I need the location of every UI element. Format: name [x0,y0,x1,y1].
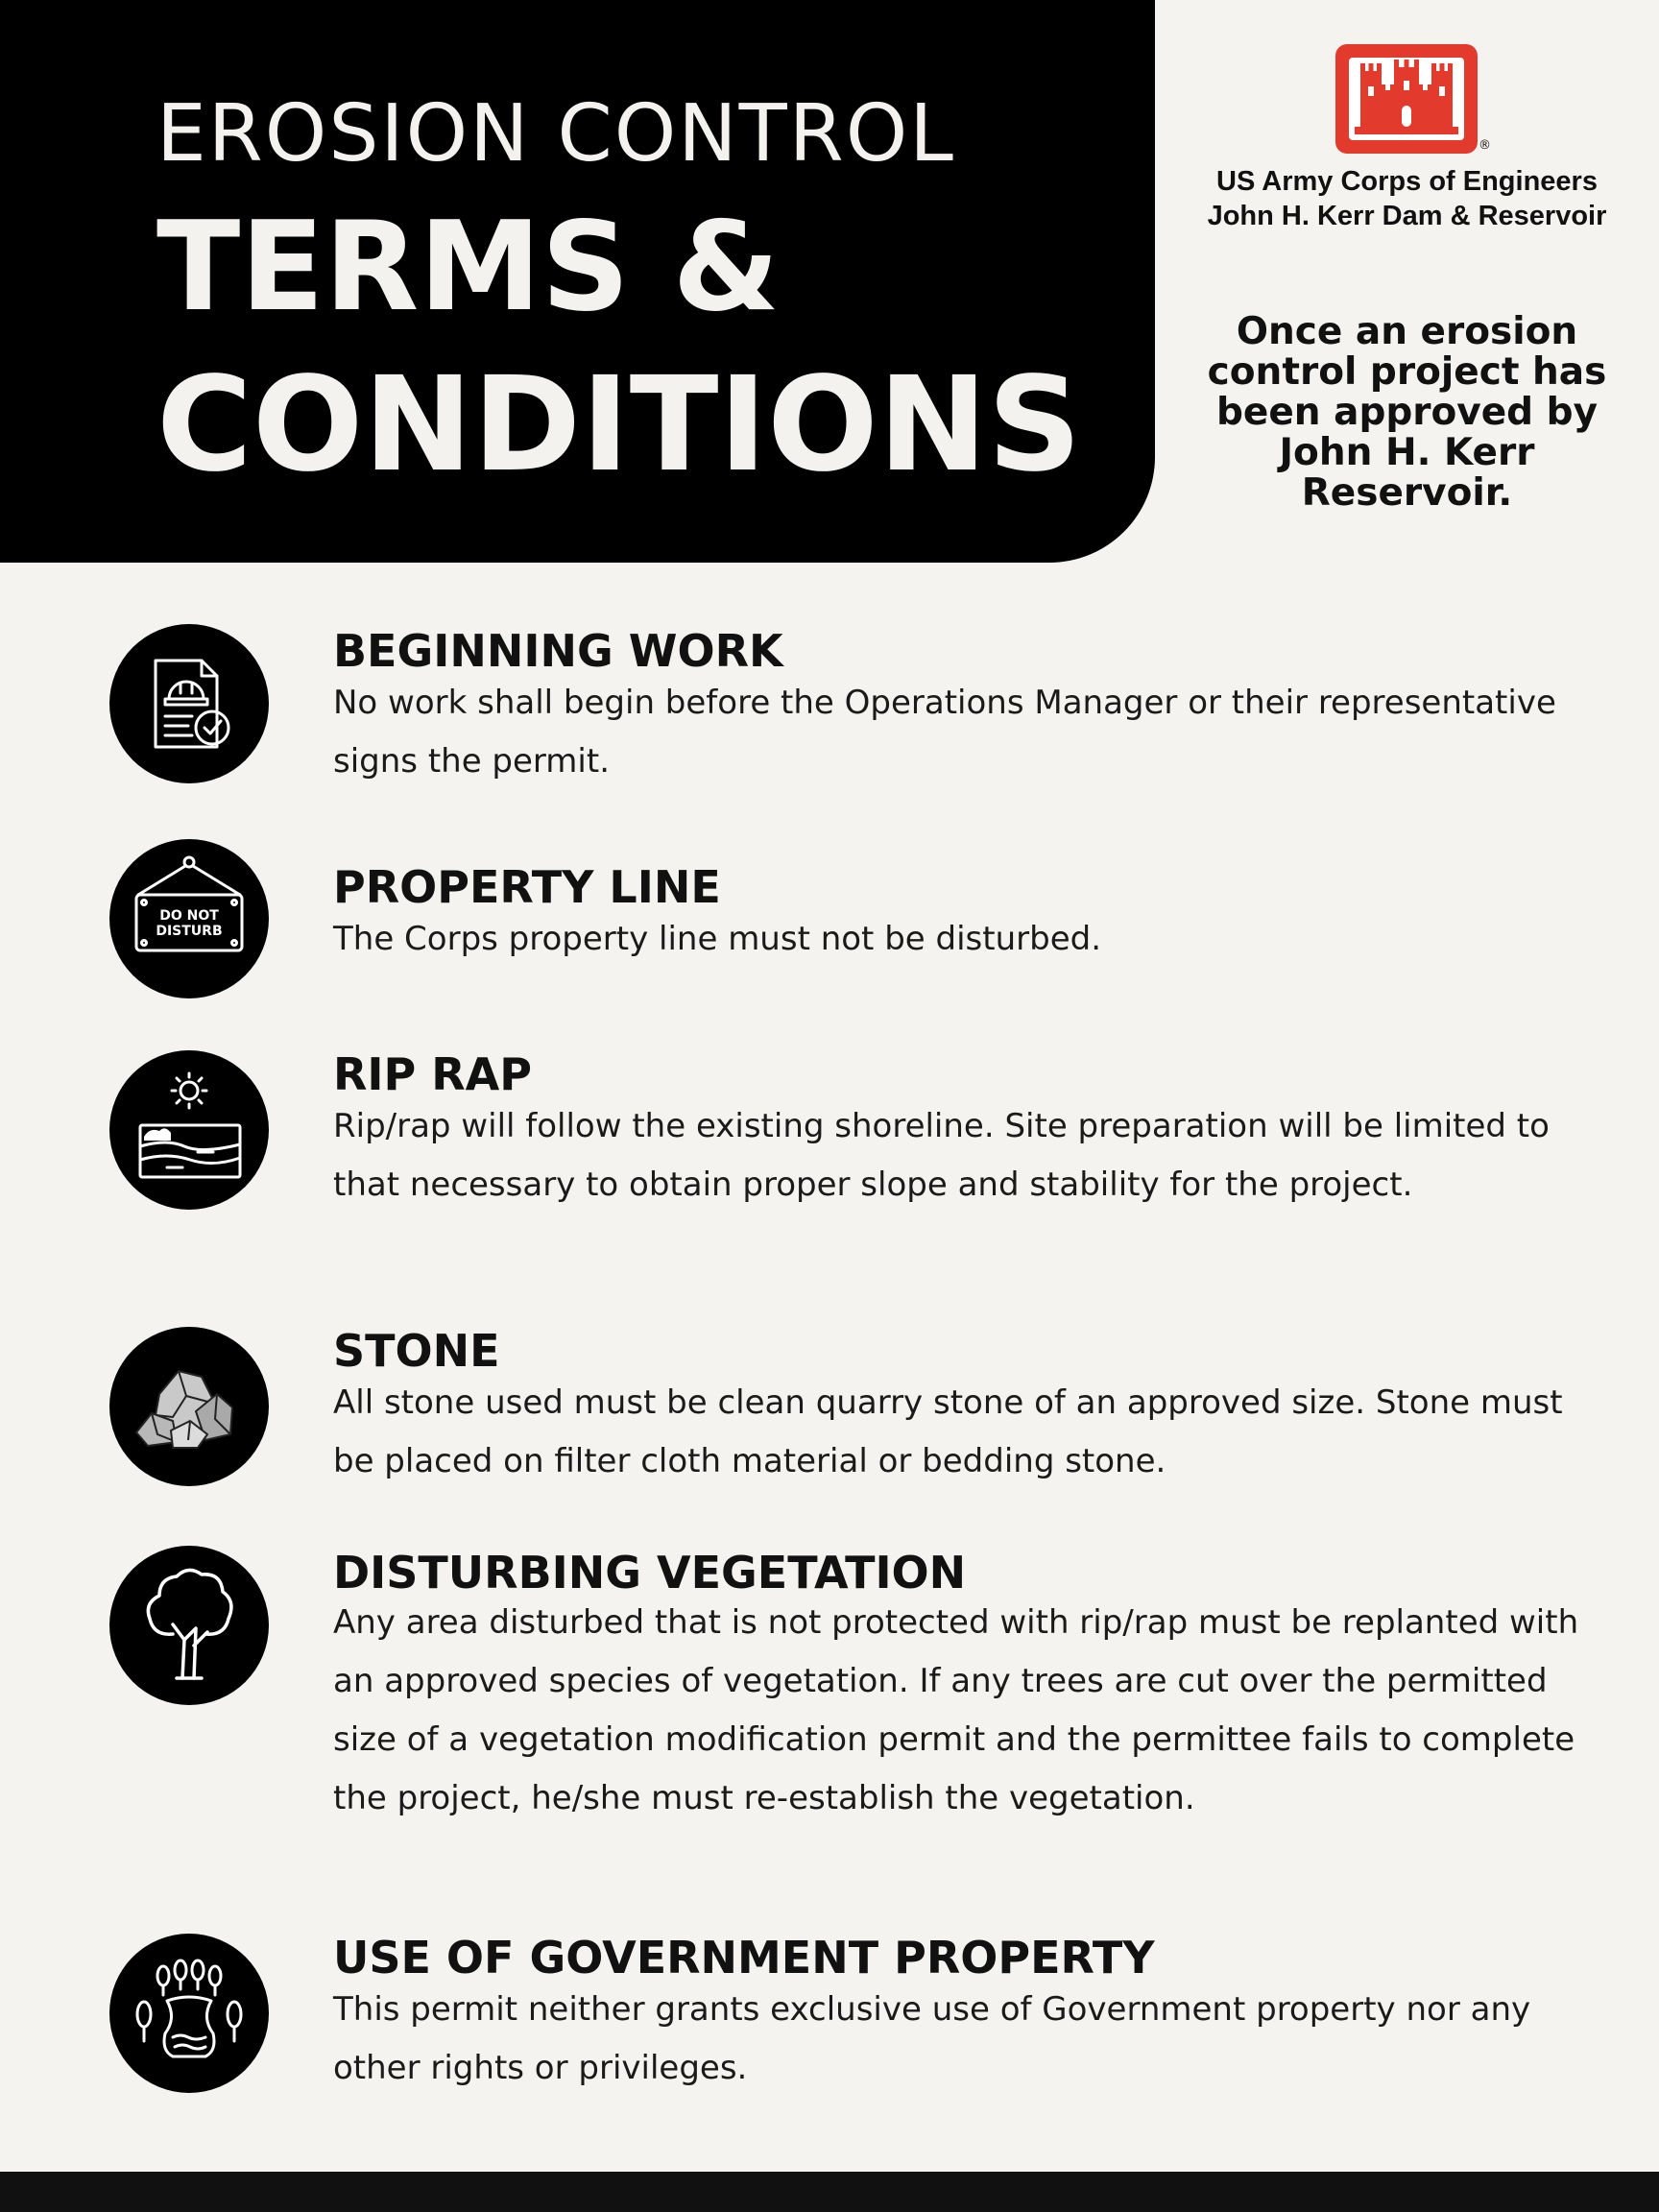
sign-text-line-1: DO NOT [159,908,219,924]
stones-icon [109,1327,269,1486]
document-check-icon [109,624,269,783]
term-title: BEGINNING WORK [333,625,783,677]
sign-text-line-2: DISTURB [156,924,223,939]
registered-mark: ® [1479,138,1491,153]
land-trees-icon [109,1934,269,2093]
term-title: STONE [333,1325,500,1377]
header-block [0,0,1155,563]
intro-statement: Once an erosion control project has been approved by John H. Kerr Reservoir. [1207,310,1607,515]
term-icon-circle [109,1546,269,1705]
shoreline-icon [109,1050,269,1210]
term-body: This permit neither grants exclusive use of Government property nor any other rights or privileges. [333,1990,1531,2087]
usace-logo [1335,44,1478,154]
term-icon-circle [109,839,269,998]
term-title: RIP RAP [333,1048,532,1100]
term-title: USE OF GOVERNMENT PROPERTY [333,1932,1155,1984]
term-body: The Corps property line must not be disturbed. [333,920,1101,958]
term-body: No work shall begin before the Operations Manager or their representative signs the permit. [333,684,1556,781]
term-body: Any area disturbed that is not protected with rip/rap must be replanted with an approved species of vegetation. If any trees are cut over the permitted size of a vegetation modification permit and the permittee fails to complete the project, he/she must re-establish the vegetation. [333,1603,1579,1817]
term-title: DISTURBING VEGETATION [333,1547,967,1599]
tree-icon [109,1546,269,1705]
do-not-disturb-sign-icon [109,839,269,998]
footer-bar [0,2172,1659,2212]
term-body: Rip/rap will follow the existing shoreline. Site preparation will be limited to that necessary to obtain proper slope and stability for the project. [333,1107,1550,1204]
term-icon-circle [109,624,269,783]
term-icon-circle [109,1050,269,1210]
org-location: John H. Kerr Dam & Reservoir [1207,201,1607,231]
term-title: PROPERTY LINE [333,861,721,913]
term-body: All stone used must be clean quarry stone of an approved size. Stone must be placed on filter cloth material or bedding stone. [333,1383,1563,1480]
term-icon-circle [109,1934,269,2093]
org-name: US Army Corps of Engineers [1216,166,1598,197]
term-icon-circle [109,1327,269,1486]
page-title-line-1: TERMS & [156,196,781,339]
header-eyebrow: EROSION CONTROL [156,88,955,180]
page-title-line-2: CONDITIONS [156,349,1082,501]
castle-icon [1349,58,1464,140]
